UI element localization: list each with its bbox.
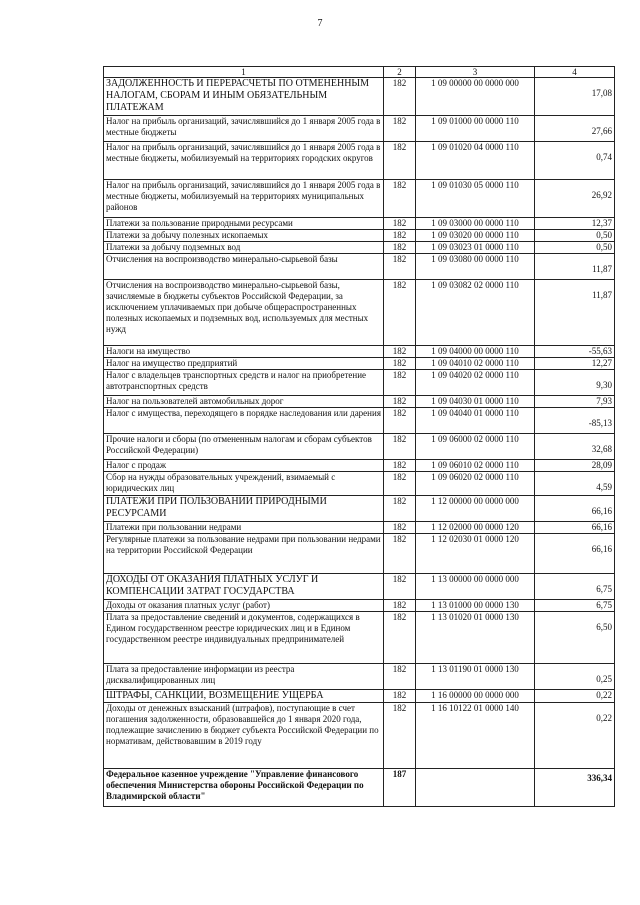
row-admin-code-cell: 182 bbox=[384, 358, 416, 370]
row-amount-value: 11,87 bbox=[592, 290, 612, 300]
row-amount-cell bbox=[535, 180, 615, 218]
row-name-cell: Налог на имущество предприятий bbox=[104, 358, 384, 370]
row-name-cell: ДОХОДЫ ОТ ОКАЗАНИЯ ПЛАТНЫХ УСЛУГ И КОМПЕНСАЦИИ ЗАТРАТ ГОСУДАРСТВА bbox=[104, 574, 384, 600]
row-budget-code-cell: 1 09 01000 00 0000 110 bbox=[416, 116, 535, 142]
row-amount-value: 66,16 bbox=[591, 506, 612, 516]
row-amount-cell bbox=[535, 346, 615, 358]
row-amount-cell bbox=[535, 396, 615, 408]
row-budget-code-cell: 1 13 01000 00 0000 130 bbox=[416, 600, 535, 612]
row-amount-value: -85,13 bbox=[588, 418, 612, 428]
row-admin-code-cell: 182 bbox=[384, 142, 416, 180]
row-admin-code-cell: 182 bbox=[384, 472, 416, 496]
row-amount-value: 12,37 bbox=[591, 218, 612, 228]
row-name-cell: ШТРАФЫ, САНКЦИИ, ВОЗМЕЩЕНИЕ УЩЕРБА bbox=[104, 690, 384, 703]
row-name-cell: Плата за предоставление информации из реестра дисквалифицированных лиц bbox=[104, 664, 384, 690]
row-admin-code-cell: 182 bbox=[384, 612, 416, 664]
row-amount-cell bbox=[535, 703, 615, 769]
row-amount-cell bbox=[535, 600, 615, 612]
table-row bbox=[104, 116, 615, 142]
row-admin-code-cell: 182 bbox=[384, 408, 416, 434]
row-amount-value: 9,30 bbox=[596, 380, 612, 390]
row-budget-code-cell: 1 09 04010 02 0000 110 bbox=[416, 358, 535, 370]
row-amount-value: 66,16 bbox=[591, 522, 612, 532]
row-amount-cell bbox=[535, 242, 615, 254]
row-amount-value: -55,63 bbox=[588, 346, 612, 356]
row-amount-cell bbox=[535, 496, 615, 522]
row-amount-cell bbox=[535, 142, 615, 180]
table-row bbox=[104, 230, 615, 242]
row-admin-code-cell: 182 bbox=[384, 703, 416, 769]
header-col-2: 2 bbox=[384, 67, 416, 78]
row-name-cell: Налоги на имущество bbox=[104, 346, 384, 358]
row-amount-value: 336,34 bbox=[587, 773, 612, 783]
row-amount-cell bbox=[535, 574, 615, 600]
table-row bbox=[104, 396, 615, 408]
row-name-cell: Отчисления на воспроизводство минерально-сырьевой базы, зачисляемые в бюджеты субъектов Российской Федерации, за исключением уплачиваемых при добыче общераспространенных полезных ископаемых и подземных вод, используемых для местных нужд bbox=[104, 280, 384, 346]
row-name-cell: Платежи за добычу подземных вод bbox=[104, 242, 384, 254]
table-row bbox=[104, 574, 615, 600]
row-amount-cell bbox=[535, 218, 615, 230]
row-admin-code-cell: 182 bbox=[384, 496, 416, 522]
row-amount-cell bbox=[535, 612, 615, 664]
row-budget-code-cell: 1 09 04000 00 0000 110 bbox=[416, 346, 535, 358]
row-amount-value: 7,93 bbox=[596, 396, 612, 406]
row-amount-cell bbox=[535, 230, 615, 242]
row-name-cell: Доходы от денежных взысканий (штрафов), поступающие в счет погашения задолженности, образовавшейся до 1 января 2020 года, подлежащие зачислению в бюджет субъекта Российской Федерации по нормативам, действовавшим в 2019 году bbox=[104, 703, 384, 769]
row-amount-value: 32,68 bbox=[591, 444, 612, 454]
row-amount-value: 28,09 bbox=[591, 460, 612, 470]
row-budget-code-cell: 1 12 00000 00 0000 000 bbox=[416, 496, 535, 522]
table-row bbox=[104, 690, 615, 703]
row-amount-cell bbox=[535, 690, 615, 703]
row-admin-code-cell: 182 bbox=[384, 600, 416, 612]
row-budget-code-cell: 1 13 00000 00 0000 000 bbox=[416, 574, 535, 600]
row-amount-cell bbox=[535, 664, 615, 690]
row-amount-value: 12,27 bbox=[591, 358, 612, 368]
row-amount-value: 17,08 bbox=[591, 88, 612, 98]
row-name-cell: Налог с имущества, переходящего в порядке наследования или дарения bbox=[104, 408, 384, 434]
row-amount-value: 66,16 bbox=[591, 544, 612, 554]
row-amount-cell bbox=[535, 769, 615, 807]
header-col-3: 3 bbox=[416, 67, 535, 78]
row-budget-code-cell: 1 09 03082 02 0000 110 bbox=[416, 280, 535, 346]
row-admin-code-cell: 182 bbox=[384, 116, 416, 142]
row-amount-value: 4,59 bbox=[596, 482, 612, 492]
row-name-cell: Налог на пользователей автомобильных дорог bbox=[104, 396, 384, 408]
table-row bbox=[104, 472, 615, 496]
table-row bbox=[104, 703, 615, 769]
row-admin-code-cell: 182 bbox=[384, 522, 416, 534]
row-budget-code-cell: 1 12 02030 01 0000 120 bbox=[416, 534, 535, 574]
row-amount-value: 26,92 bbox=[591, 190, 612, 200]
row-admin-code-cell: 187 bbox=[384, 769, 416, 807]
row-budget-code-cell: 1 09 03023 01 0000 110 bbox=[416, 242, 535, 254]
row-amount-cell bbox=[535, 116, 615, 142]
row-amount-value: 0,50 bbox=[596, 230, 612, 240]
table-row bbox=[104, 78, 615, 116]
row-amount-value: 0,22 bbox=[596, 690, 612, 700]
row-admin-code-cell: 182 bbox=[384, 180, 416, 218]
row-amount-cell bbox=[535, 522, 615, 534]
table-row bbox=[104, 242, 615, 254]
row-budget-code-cell: 1 09 01030 05 0000 110 bbox=[416, 180, 535, 218]
revenue-table bbox=[103, 66, 615, 807]
row-amount-value: 6,50 bbox=[596, 622, 612, 632]
row-budget-code-cell bbox=[416, 769, 535, 807]
page-number: 7 bbox=[317, 18, 323, 29]
row-amount-value: 0,74 bbox=[596, 152, 612, 162]
row-amount-cell bbox=[535, 370, 615, 396]
header-col-4: 4 bbox=[535, 67, 615, 78]
row-admin-code-cell: 182 bbox=[384, 396, 416, 408]
row-amount-value: 6,75 bbox=[596, 584, 612, 594]
row-admin-code-cell: 182 bbox=[384, 664, 416, 690]
row-amount-value: 6,75 bbox=[596, 600, 612, 610]
row-budget-code-cell: 1 13 01190 01 0000 130 bbox=[416, 664, 535, 690]
row-name-cell: ПЛАТЕЖИ ПРИ ПОЛЬЗОВАНИИ ПРИРОДНЫМИ РЕСУРСАМИ bbox=[104, 496, 384, 522]
row-amount-cell bbox=[535, 434, 615, 460]
row-name-cell: Доходы от оказания платных услуг (работ) bbox=[104, 600, 384, 612]
table-row bbox=[104, 218, 615, 230]
row-amount-cell bbox=[535, 408, 615, 434]
row-budget-code-cell: 1 09 03080 00 0000 110 bbox=[416, 254, 535, 280]
row-admin-code-cell: 182 bbox=[384, 242, 416, 254]
row-amount-value: 0,25 bbox=[596, 674, 612, 684]
table-row bbox=[104, 612, 615, 664]
table-row bbox=[104, 254, 615, 280]
row-name-cell: Регулярные платежи за пользование недрами при пользовании недрами на территории Российской Федерации bbox=[104, 534, 384, 574]
row-budget-code-cell: 1 13 01020 01 0000 130 bbox=[416, 612, 535, 664]
row-admin-code-cell: 182 bbox=[384, 346, 416, 358]
row-budget-code-cell: 1 09 06010 02 0000 110 bbox=[416, 460, 535, 472]
row-amount-cell bbox=[535, 78, 615, 116]
row-amount-cell bbox=[535, 534, 615, 574]
table-row bbox=[104, 534, 615, 574]
row-amount-cell bbox=[535, 460, 615, 472]
table-row bbox=[104, 664, 615, 690]
row-budget-code-cell: 1 16 00000 00 0000 000 bbox=[416, 690, 535, 703]
row-name-cell: Платежи при пользовании недрами bbox=[104, 522, 384, 534]
row-amount-value: 0,22 bbox=[596, 713, 612, 723]
row-amount-cell bbox=[535, 280, 615, 346]
row-name-cell: Налог на прибыль организаций, зачислявшийся до 1 января 2005 года в местные бюджеты, мобилизуемый на территориях муниципальных районов bbox=[104, 180, 384, 218]
row-amount-cell bbox=[535, 358, 615, 370]
row-budget-code-cell: 1 09 01020 04 0000 110 bbox=[416, 142, 535, 180]
row-budget-code-cell: 1 09 04020 02 0000 110 bbox=[416, 370, 535, 396]
row-amount-cell bbox=[535, 472, 615, 496]
table-row bbox=[104, 408, 615, 434]
row-name-cell: ЗАДОЛЖЕННОСТЬ И ПЕРЕРАСЧЕТЫ ПО ОТМЕНЕННЫМ НАЛОГАМ, СБОРАМ И ИНЫМ ОБЯЗАТЕЛЬНЫМ ПЛАТЕЖАМ bbox=[104, 78, 384, 116]
row-amount-value: 0,50 bbox=[596, 242, 612, 252]
row-budget-code-cell: 1 09 03020 00 0000 110 bbox=[416, 230, 535, 242]
row-admin-code-cell: 182 bbox=[384, 78, 416, 116]
table-row bbox=[104, 346, 615, 358]
row-amount-value: 11,87 bbox=[592, 264, 612, 274]
row-admin-code-cell: 182 bbox=[384, 690, 416, 703]
table-row bbox=[104, 358, 615, 370]
table-row bbox=[104, 142, 615, 180]
table-header-row bbox=[104, 67, 615, 78]
row-budget-code-cell: 1 09 04030 01 0000 110 bbox=[416, 396, 535, 408]
table-row bbox=[104, 280, 615, 346]
row-admin-code-cell: 182 bbox=[384, 218, 416, 230]
table-row bbox=[104, 180, 615, 218]
table-row bbox=[104, 522, 615, 534]
table-row bbox=[104, 434, 615, 460]
table-row bbox=[104, 769, 615, 807]
row-name-cell: Плата за предоставление сведений и документов, содержащихся в Едином государственном реестре юридических лиц и в Едином государственном реестре индивидуальных предпринимателей bbox=[104, 612, 384, 664]
table-row bbox=[104, 600, 615, 612]
table-row bbox=[104, 370, 615, 396]
row-name-cell: Сбор на нужды образовательных учреждений, взимаемый с юридических лиц bbox=[104, 472, 384, 496]
row-admin-code-cell: 182 bbox=[384, 254, 416, 280]
row-name-cell: Налог на прибыль организаций, зачислявшийся до 1 января 2005 года в местные бюджеты, мобилизуемый на территориях городских округов bbox=[104, 142, 384, 180]
row-admin-code-cell: 182 bbox=[384, 230, 416, 242]
row-name-cell: Федеральное казенное учреждение "Управление финансового обеспечения Министерства обороны Российской Федерации по Владимирской области" bbox=[104, 769, 384, 807]
row-admin-code-cell: 182 bbox=[384, 460, 416, 472]
row-admin-code-cell: 182 bbox=[384, 370, 416, 396]
row-budget-code-cell: 1 12 02000 00 0000 120 bbox=[416, 522, 535, 534]
row-budget-code-cell: 1 09 03000 00 0000 110 bbox=[416, 218, 535, 230]
header-col-1: 1 bbox=[104, 67, 384, 78]
table-row bbox=[104, 496, 615, 522]
row-name-cell: Налог с продаж bbox=[104, 460, 384, 472]
row-budget-code-cell: 1 09 04040 01 0000 110 bbox=[416, 408, 535, 434]
row-budget-code-cell: 1 09 06000 02 0000 110 bbox=[416, 434, 535, 460]
row-name-cell: Прочие налоги и сборы (по отмененным налогам и сборам субъектов Российской Федерации) bbox=[104, 434, 384, 460]
row-admin-code-cell: 182 bbox=[384, 280, 416, 346]
row-name-cell: Налог с владельцев транспортных средств и налог на приобретение автотранспортных средств bbox=[104, 370, 384, 396]
row-budget-code-cell: 1 16 10122 01 0000 140 bbox=[416, 703, 535, 769]
row-admin-code-cell: 182 bbox=[384, 434, 416, 460]
row-name-cell: Платежи за добычу полезных ископаемых bbox=[104, 230, 384, 242]
table-body bbox=[104, 78, 615, 807]
row-budget-code-cell: 1 09 06020 02 0000 110 bbox=[416, 472, 535, 496]
row-admin-code-cell: 182 bbox=[384, 574, 416, 600]
row-amount-cell bbox=[535, 254, 615, 280]
table-row bbox=[104, 460, 615, 472]
row-name-cell: Налог на прибыль организаций, зачислявшийся до 1 января 2005 года в местные бюджеты bbox=[104, 116, 384, 142]
row-budget-code-cell: 1 09 00000 00 0000 000 bbox=[416, 78, 535, 116]
row-amount-value: 27,66 bbox=[591, 126, 612, 136]
row-admin-code-cell: 182 bbox=[384, 534, 416, 574]
row-name-cell: Платежи за пользование природными ресурсами bbox=[104, 218, 384, 230]
row-name-cell: Отчисления на воспроизводство минерально-сырьевой базы bbox=[104, 254, 384, 280]
